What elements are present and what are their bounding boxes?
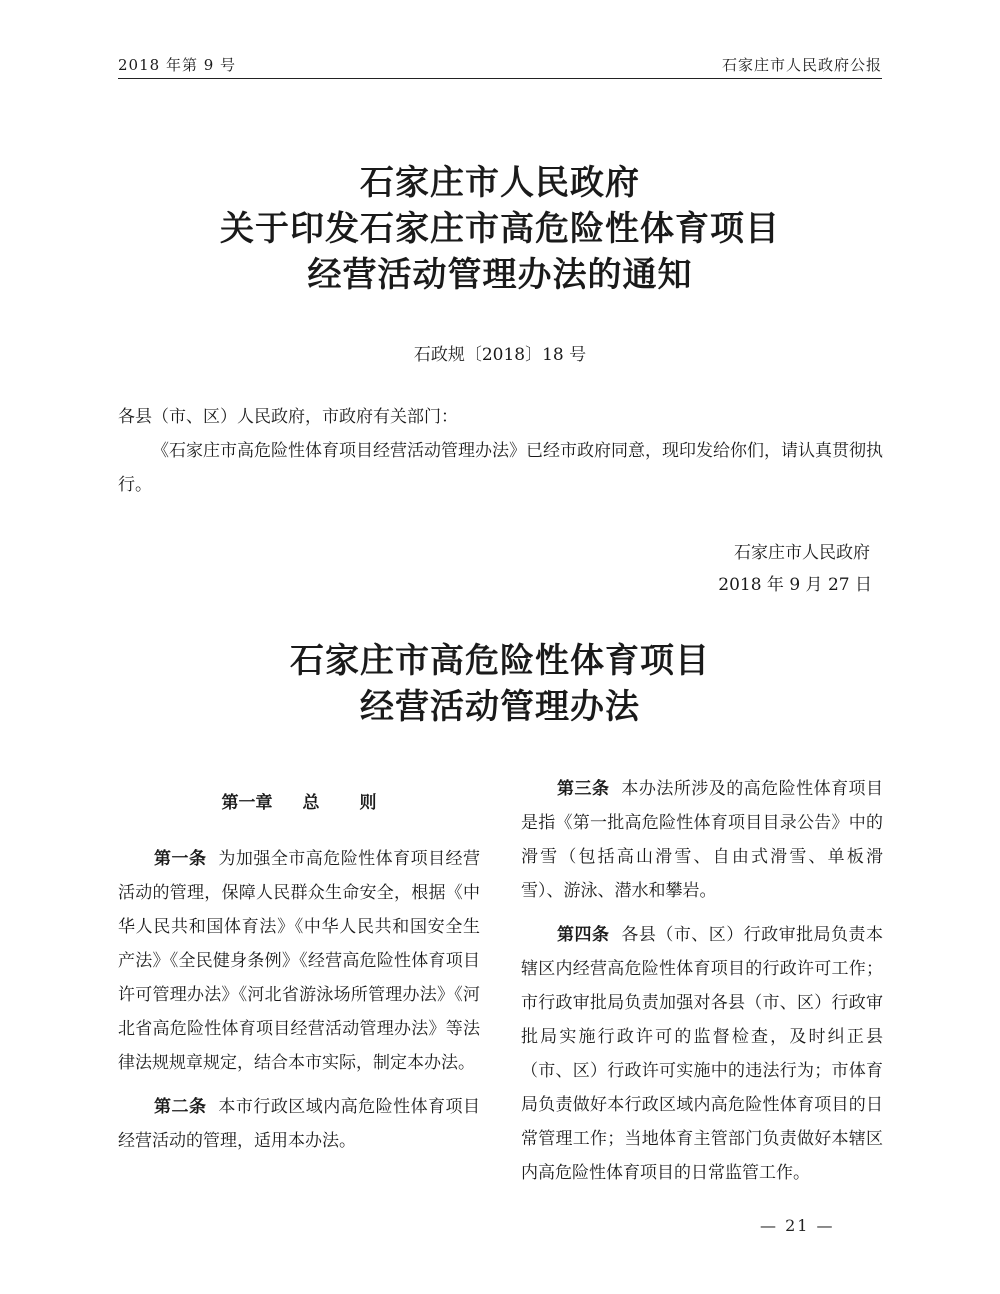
publication-name: 石家庄市人民政府公报 <box>721 56 882 74</box>
signer: 石家庄市人民政府 <box>734 543 870 563</box>
notice-title-line: 关于印发石家庄市高危险性体育项目 <box>220 209 780 249</box>
article-text: 本办法所涉及的高危险性体育项目是指《第一批高危险性体育项目目录公告》中的滑雪（包括高山滑雪、自由式滑雪、单板滑雪）、游泳、潜水和攀岩。 <box>521 779 884 901</box>
article <box>521 918 883 1190</box>
article-label: 第一条 <box>154 849 207 869</box>
issue-date: 2018 年 9 月 27 日 <box>718 575 872 595</box>
article-label: 第二条 <box>154 1097 207 1117</box>
article-text: 为加强全市高危险性体育项目经营活动的管理，保障人民群众生命安全，根据《中华人民共和国体育法》《中华人民共和国安全生产法》《全民健身条例》《经营高危险性体育项目许可管理办法》《河北省游泳场所管理办法》《河北省高危险性体育项目经营活动管理办法》等法律法规规章规定，结合本市实际，制定本办法。 <box>118 849 481 1073</box>
chapter-name-part: 总 <box>302 793 320 813</box>
addressee: 各县（市、区）人民政府，市政府有关部门： <box>118 407 458 427</box>
article <box>118 842 480 1080</box>
left-column <box>118 772 480 1168</box>
article-label: 第四条 <box>557 925 610 945</box>
measures-title-line: 经营活动管理办法 <box>360 687 640 727</box>
notice-body: 《石家庄市高危险性体育项目经营活动管理办法》已经市政府同意，现印发给你们，请认真贯彻执行。 <box>118 441 883 495</box>
issue-number: 2018 年第 9 号 <box>118 56 237 74</box>
chapter-name-part: 则 <box>359 793 377 813</box>
notice-title-line: 石家庄市人民政府 <box>360 163 640 203</box>
page-header <box>118 52 882 79</box>
article-text: 各县（市、区）行政审批局负责本辖区内经营高危险性体育项目的行政许可工作；市行政审批局负责加强对各县（市、区）行政审批局实施行政许可的监督检查，及时纠正县（市、区）行政许可实施中的违法行为；市体育局负责做好本行政区域内高危险性体育项目的日常管理工作；当地体育主管部门负责做好本辖区内高危险性体育项目的日常监管工作。 <box>521 925 884 1183</box>
notice-title-line: 经营活动管理办法的通知 <box>307 255 693 295</box>
chapter-number: 第一章 <box>221 793 273 813</box>
article <box>521 772 883 908</box>
notice-title <box>0 160 1000 298</box>
right-column <box>521 772 883 1200</box>
chapter-heading <box>118 786 480 820</box>
article <box>118 1090 480 1158</box>
article-text: 本市行政区域内高危险性体育项目经营活动的管理，适用本办法。 <box>118 1097 481 1151</box>
page-number: — 21 — <box>760 1216 835 1235</box>
measures-title <box>0 638 1000 730</box>
article-label: 第三条 <box>557 779 610 799</box>
measures-title-line: 石家庄市高危险性体育项目 <box>290 641 710 681</box>
document-number: 石政规〔2018〕18 号 <box>413 345 587 365</box>
